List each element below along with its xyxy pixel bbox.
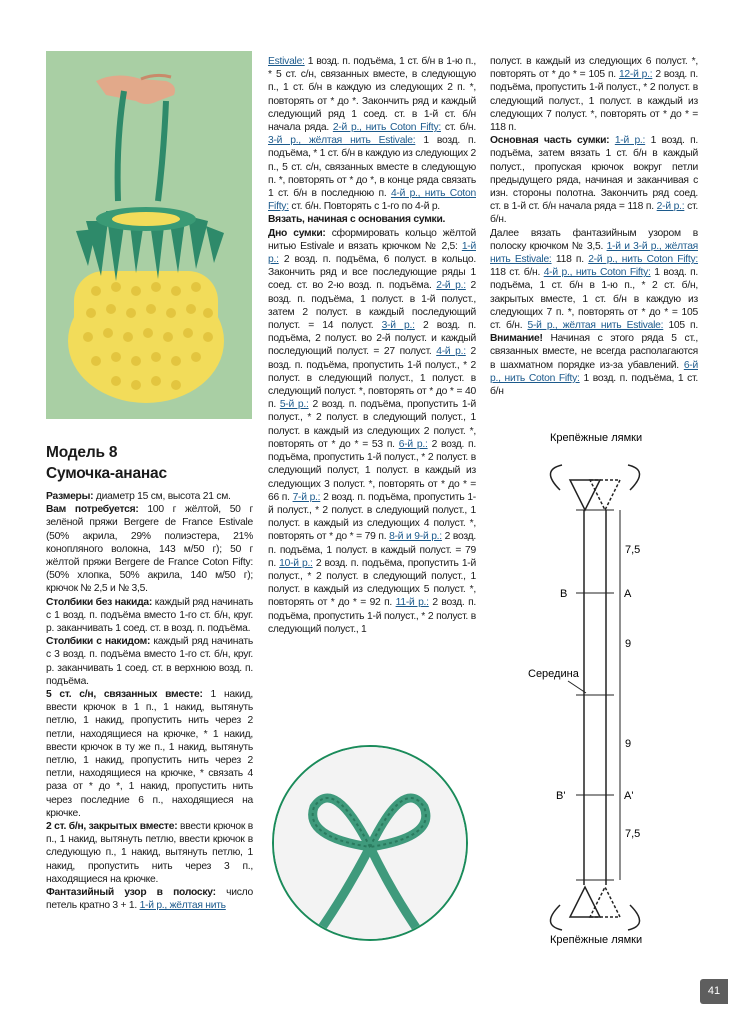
text: 1 накид, ввести крючок в 1 п., 1 накид, вытянуть петлю, 1 накид, пропустить нить через 2 петли, находящиеся на крючке, * 1 накид, ввести крючок в ту же п., 1 накид, вытянуть петлю, 1 накид, пропустить нить через 2 петли, находящиеся на крючке, * связать 4 раза от * до *, 1 накид, пропустить нить через последние 6 п., находящиеся на крючке. <box>46 689 253 819</box>
dim-label: 9 <box>625 738 632 750</box>
row-ref: 4-й р., нить Coton Fifty: <box>543 267 651 279</box>
text: 1 возд. п. подъёма, затем вязать 1 ст. б/н в каждый полуст., пропуская крючок вокруг петли предыдущего ряда, начиная и заканчивая с изн. стороны полотна. Закончить ряд соед. ст. в 1-й ст. б/н начала ряда = 118 п. <box>490 135 699 213</box>
para-sc <box>46 596 253 636</box>
heading: Дно сумки: <box>268 227 326 239</box>
label: Размеры: <box>46 491 94 502</box>
para-5dc <box>46 688 253 820</box>
bottom-strap-label: Крепёжные лямки <box>550 934 643 946</box>
row-ref: 10-й р.: <box>279 557 313 569</box>
row-ref: 1-й и 3-й р., жёлтая нить Estivale: <box>490 240 698 266</box>
row-ref: 4-й р., нить Coton Fifty: <box>268 188 476 213</box>
label: 2 ст. б/н, закрытых вместе: <box>46 821 178 833</box>
text: 2 возд. п. подъёма, пропустить 1-й полуст., * 2 полуст. в следующий полуст., 1 полуст. в каждый из следующих 5 полуст. *, повторять от * до * = 92 п. <box>268 557 476 609</box>
point-b-prime: B' <box>556 790 566 802</box>
row-ref: 11-й р.: <box>395 597 429 609</box>
text: сформировать кольцо жёлтой нитью Estivale и вязать крючком № 2,5: <box>268 227 476 252</box>
text: 118 ст. б/н. <box>490 267 544 279</box>
row-ref: 2-й р.: <box>436 280 466 292</box>
para-bottom <box>268 227 476 636</box>
text: 2 возд. п. подъёма, пропустить 1-й полуст., * 2 полуст. в следующий полуст., 1 полуст. в каждый из следующих 7 полуст. *, повторять от * до * = 118 п. <box>490 69 698 134</box>
text: 1 возд. п. подъёма, * 1 ст. б/н в каждую из следующих 2 п., 5 ст. с/н, связанных вместе в следующую п. *, повторять от * до *, в конце ряда связать 1 ст. б/н в последнюю п. <box>268 135 476 200</box>
text: каждый ряд начинать с 3 возд. п. подъёма вместо 1-го ст. б/н, круг. р. заканчивать 1 соед. ст. в верхнюю возд. п. подъёма. <box>46 636 253 687</box>
label: 5 ст. с/н, связанных вместе: <box>46 689 203 701</box>
row-ref: 6-й р.: <box>398 438 428 450</box>
text: 2 возд. п. подъёма, пропустить 1-й полуст., * 2 полуст. в следующий полуст, 1 полуст. в каждый из следующих 3 полуст. *, повторять от * до * = 66 п. <box>268 438 476 503</box>
para-bottom-cont <box>490 55 698 134</box>
dim-label: 7,5 <box>625 828 641 840</box>
row-ref: 3-й р.: <box>381 320 415 332</box>
row-ref: 4-й р.: <box>436 346 466 358</box>
text: 2 возд. п. подъёма, пропустить 1-й полуст., * 2 полуст. в следующий полуст., 1 полуст. в каждый из следующих 4 полуст. *, повторять от * до * = 79 п. <box>268 491 476 543</box>
attention: Внимание! <box>490 333 543 345</box>
text: 2 возд. п. подъёма, пропустить 1-й полуст., * 2 полуст. в следующий полуст., 1 <box>268 597 477 635</box>
text: 2 возд. п. подъёма, 1 полуст. в 1-й полуст., затем 2 полуст. в каждый последующий полуст. = 14 полуст. <box>268 280 477 332</box>
row-ref: 8-й и 9-й р.: <box>389 531 442 543</box>
dim-label: 7,5 <box>625 544 641 556</box>
para-2sc <box>46 820 253 886</box>
row-ref: 1-й р., жёлтая нить <box>139 900 226 912</box>
middle-label: Середина <box>528 668 579 680</box>
page-number: 41 <box>700 979 728 1004</box>
row-ref: 3-й р., жёлтая нить Estivale: <box>268 135 416 147</box>
text: ст. б/н. <box>441 122 476 134</box>
text: диаметр 15 см, высота 21 см. <box>93 491 231 502</box>
text: каждый ряд начинать с 1 возд. п. подъёма вместо 1-го ст. б/н, круг. р. заканчивать 1 соед. ст. в возд. п. подъёма. <box>46 596 253 635</box>
label: Вам потребуется: <box>46 504 139 516</box>
text: Начиная с этого ряда 5 ст., связанных вместе, не всегда располагаются в шахматном порядке из-за убавлений. <box>490 333 698 371</box>
model-number: Модель 8 <box>46 444 118 461</box>
text: число петель кратно 3 + 1. <box>46 887 253 912</box>
text: 2 возд. п. подъёма, пропустить 1-й полуст., * 2 полуст. в следующий полуст., 1 полуст. в следующий полуст. *, повторять от * до * = 40 п. <box>268 346 476 411</box>
heading: Вязать, начиная с основания сумки. <box>268 214 446 226</box>
text: ст. б/н. <box>490 201 698 226</box>
model-title <box>46 442 256 484</box>
row-ref: 1-й р.: <box>268 240 476 266</box>
para-main-part <box>490 134 698 226</box>
label: Столбики без накида: <box>46 596 153 608</box>
para-stripes <box>490 227 698 399</box>
row-ref: 5-й р., жёлтая нить Estivale: <box>527 320 664 332</box>
text: 1 возд. п. подъёма, 1 ст. б/н в 1-ю п., * 2 ст. б/н, закрытых вместе, 1 ст. б/н в каждую из следующих 7 п. *, повторять от * до * = 105 ст. б/н. <box>490 267 699 332</box>
text: полуст. в каждый из следующих 6 полуст. *, повторять от * до * = 105 п. <box>490 56 698 81</box>
para-pattern <box>46 886 253 912</box>
para-pattern-cont <box>268 55 476 213</box>
para-size <box>46 490 253 503</box>
para-materials <box>46 503 253 595</box>
column-3 <box>490 55 698 398</box>
text: ввести крючок в п., 1 накид, вытянуть петлю, ввести крючок в следующую п., 1 накид, вытянуть петлю, 1 накид, пропустить нить через 3 п., находящиеся на крючке. <box>46 821 253 885</box>
section-heading <box>268 213 476 226</box>
row-ref: 1-й р.: <box>614 135 646 147</box>
row-ref: Estivale: <box>268 56 305 67</box>
text: ст. б/н. Повторять с 1-го по 4-й р. <box>288 201 440 213</box>
column-2 <box>268 55 476 636</box>
row-ref: 5-й р.: <box>279 399 309 411</box>
column-1 <box>46 490 253 913</box>
row-ref: 12-й р.: <box>618 69 653 81</box>
point-a-prime: A' <box>624 790 634 802</box>
row-ref: 2-й р.: <box>656 201 685 213</box>
row-ref: 6-й р., нить Coton Fifty: <box>490 359 698 384</box>
text: 2 возд. п. подъёма, пропустить 1-й полуст., * 2 полуст. в следующий полуст., 1 полуст. в каждый из следующих 2 полуст. *, повторять от * до * = 53 п. <box>268 399 476 450</box>
text: 100 г жёлтой, 50 г зелёной пряжи Bergere de France Estivale (50% акрила, 29% полиэстера, 21% конопляного волокна, 143 м/50 г); 50 г жёлтой пряжи Bergere de France Coton Fifty: (50% хлопка, 50% акрила, 140 м/50 г); крючок № 2,5 и № 3,5. <box>46 504 254 595</box>
product-photo <box>46 51 252 419</box>
row-ref: 7-й р.: <box>292 491 321 503</box>
text: 2 возд. п. подъёма, 6 полуст. в кольцо. Закончить ряд и все последующие ряды 1 соед. ст. во 2-ю возд. п. подъёма. <box>268 254 476 292</box>
strap-closeup-photo <box>272 745 468 941</box>
dim-label: 9 <box>625 638 632 650</box>
text: 2 возд. п. подъёма, 1 полуст. в каждый полуст. = 79 п. <box>268 531 476 569</box>
point-b: B <box>560 588 568 600</box>
label: Столбики с накидом: <box>46 636 151 648</box>
top-strap-label: Крепёжные лямки <box>550 432 643 444</box>
text: Далее вязать фантазийным узором в полоску крючком № 3,5. <box>490 227 698 252</box>
text: 1 возд. п. подъёма, 1 ст. б/н в 1-ю п., * 5 ст. с/н, связанных вместе, в следующую п., 1 ст. б/н в каждую из следующих 2 п. *, повторять от * до *. Закончить ряд и каждый следующий ряд 1 соед. ст. в 1-й ст. б/н начала ряда. <box>268 56 476 134</box>
point-a: A <box>624 588 632 600</box>
text: 118 п. <box>551 254 589 266</box>
model-name: Сумочка-ананас <box>46 465 167 482</box>
text: 1 возд. п. подъёма, 1 ст. б/н <box>490 372 698 398</box>
row-ref: 2-й р., нить Coton Fifty: <box>332 122 441 134</box>
strap-diagram <box>520 425 720 955</box>
row-ref: 2-й р., нить Coton Fifty: <box>588 254 699 266</box>
text: 105 п. <box>663 320 698 332</box>
para-dc <box>46 635 253 688</box>
label: Фантазийный узор в полоску: <box>46 887 216 899</box>
heading: Основная часть сумки: <box>490 135 610 147</box>
text: 2 возд. п. подъёма, 2 полуст. во 2-й полуст. и каждый последующий полуст. = 27 полуст. <box>268 320 477 358</box>
